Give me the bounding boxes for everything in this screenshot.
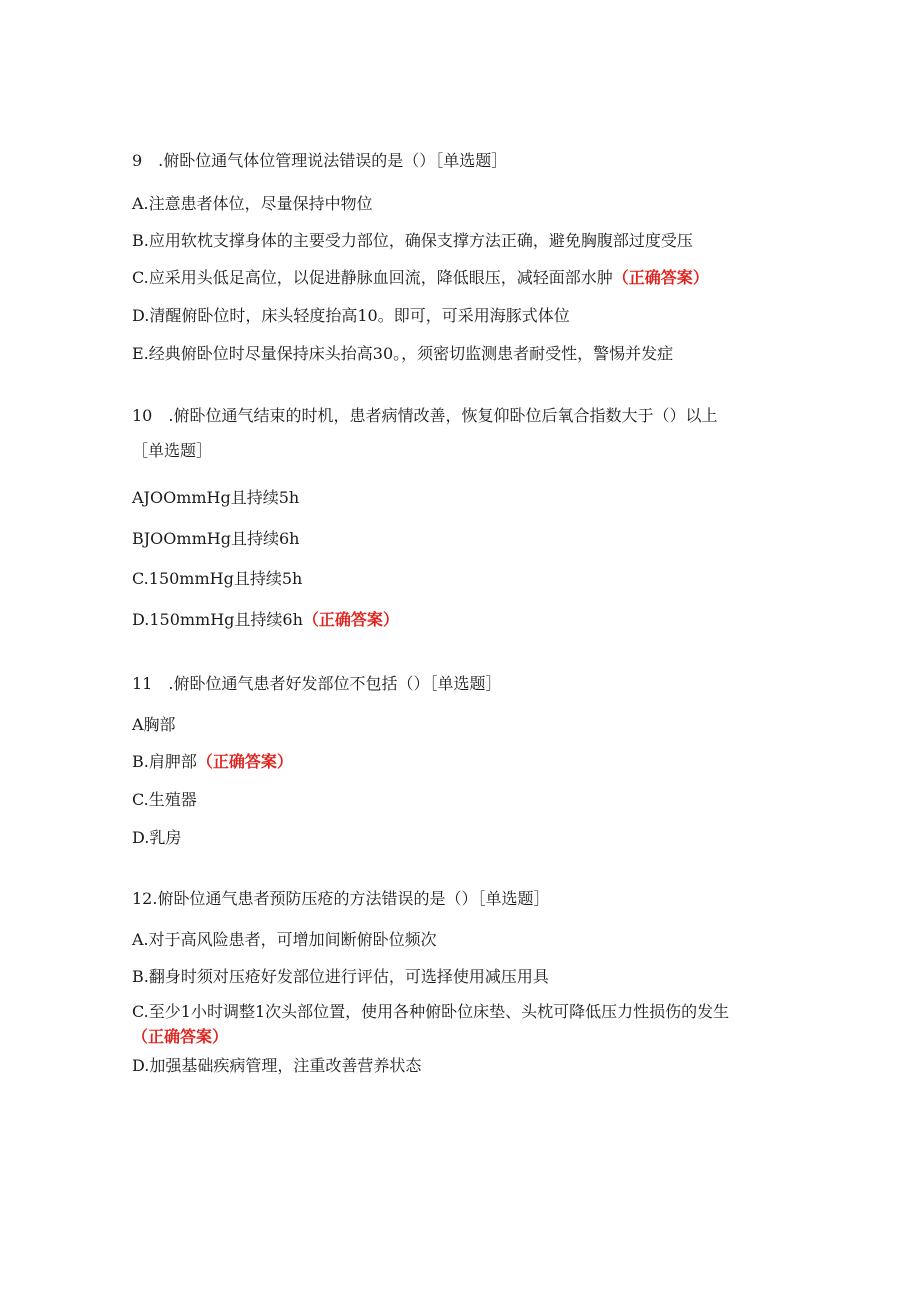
question-9-option-c [132,268,709,288]
question-10-option-b: BJOOmmHg且持续6h [132,529,300,548]
option-text: B.肩胛部 [132,752,197,771]
option-text: D.150mmHg且持续6h [132,610,303,629]
question-12-option-b: B.翻身时须对压疮好发部位进行评估，可选择使用减压用具 [132,967,549,986]
question-12-option-a: A.对于高风险患者，可增加间断俯卧位频次 [132,930,437,949]
question-10-stem-cont: ［单选题］ [132,441,213,460]
question-9-option-e: E.经典俯卧位时尽量保持床头抬高30。，须密切监测患者耐受性，警惕并发症 [132,344,674,363]
correct-answer-marker: （正确答案） [612,268,709,287]
question-10-option-c: C.150mmHg且持续5h [132,569,303,588]
correct-answer-marker: （正确答案） [132,1027,229,1046]
question-10-option-a: AJOOmmHg且持续5h [132,488,300,507]
correct-answer-marker: （正确答案） [196,752,293,771]
question-11-option-d: D.乳房 [132,828,182,847]
question-10-stem: 10 .俯卧位通气结束的时机，患者病情改善，恢复仰卧位后氧合指数大于（）以上 [132,406,718,425]
correct-answer-marker: （正确答案） [302,610,399,629]
question-10-option-d [132,610,399,630]
question-11-stem: 11 .俯卧位通气患者好发部位不包括（）［单选题］ [132,674,502,693]
question-9-option-d: D.清醒俯卧位时，床头轻度抬高10。即可，可采用海豚式体位 [132,306,570,325]
question-12-option-d: D.加强基础疾病管理，注重改善营养状态 [132,1056,422,1075]
question-11-option-c: C.生殖器 [132,790,197,809]
question-12-option-c-answer [132,1027,228,1047]
question-11-option-b [132,752,293,772]
question-11-option-a: A胸部 [132,715,176,734]
option-text: C.应采用头低足高位，以促进静脉血回流，降低眼压，减轻面部水肿 [132,268,613,287]
question-9-stem: 9 .俯卧位通气体位管理说法错误的是（）［单选题］ [132,151,508,170]
question-9-option-a: A.注意患者体位，尽量保持中物位 [132,194,373,213]
question-12-option-c: C.至少1小时调整1次头部位置，使用各种俯卧位床垫、头枕可降低压力性损伤的发生 [132,1002,730,1021]
question-12-stem: 12.俯卧位通气患者预防压疮的方法错误的是（）［单选题］ [132,889,550,908]
question-9-option-b: B.应用软枕支撑身体的主要受力部位，确保支撑方法正确，避免胸腹部过度受压 [132,231,693,250]
